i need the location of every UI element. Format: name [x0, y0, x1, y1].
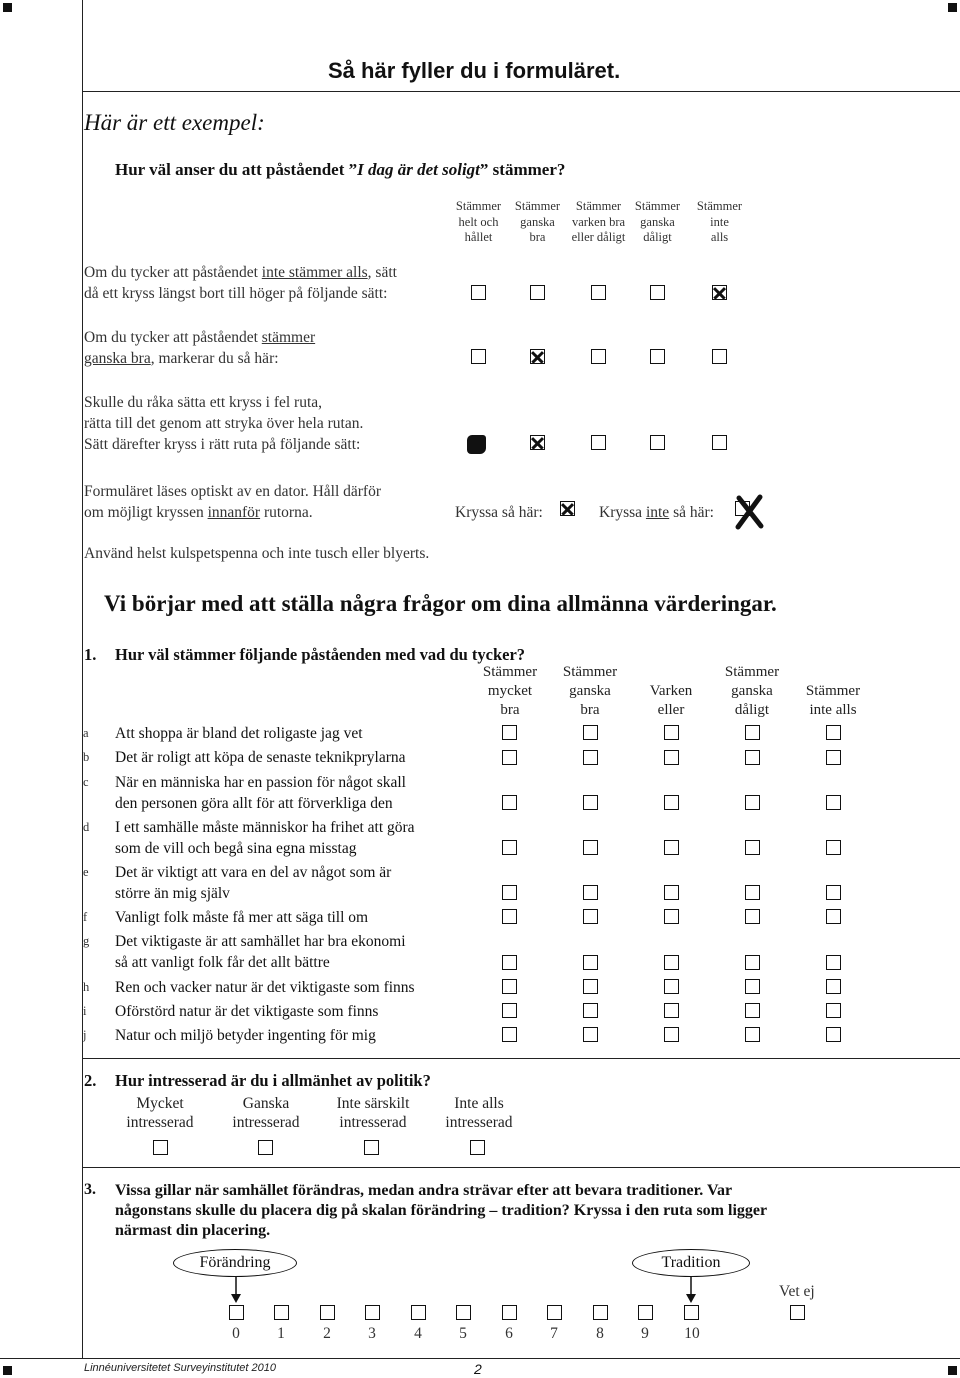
q1-item-letter: h: [83, 980, 90, 994]
q1c-checkbox-3[interactable]: [664, 795, 679, 810]
arrow-down-left-icon: [228, 1276, 244, 1304]
q1-divider: [82, 1058, 960, 1059]
q1j-checkbox-5[interactable]: [826, 1027, 841, 1042]
q2-option-3: Inte särskilt intresserad: [336, 1095, 410, 1131]
example-scale-1: Stämmer helt och hållet: [455, 199, 502, 244]
q3-scale-3: 3: [368, 1325, 376, 1342]
arrow-down-right-icon: [683, 1276, 699, 1304]
q1-item-letter: i: [83, 1004, 87, 1018]
example1-checkbox-4[interactable]: [650, 285, 665, 300]
q1-item-letter: g: [83, 934, 90, 948]
tradition-label-oval: Tradition: [632, 1249, 750, 1277]
q2-checkbox-3[interactable]: [364, 1140, 379, 1155]
q1-item-letter: f: [83, 910, 88, 924]
q1e-checkbox-2[interactable]: [583, 885, 598, 900]
q1-scale-2: Stämmer ganska bra: [562, 664, 618, 718]
q1d-checkbox-2[interactable]: [583, 840, 598, 855]
example-scale-5: Stämmer inte alls: [696, 199, 743, 244]
q1c-checkbox-2[interactable]: [583, 795, 598, 810]
q1g-checkbox-4[interactable]: [745, 955, 760, 970]
corner-mark-top-right: [948, 3, 957, 12]
q1-item-text: Vanligt folk måste få mer att säga till om: [115, 909, 369, 926]
example-scale-2: Stämmer ganska bra: [514, 199, 561, 244]
q1-scale-1: Stämmer mycket bra: [482, 664, 538, 718]
q1d-checkbox-3[interactable]: [664, 840, 679, 855]
q1f-checkbox-5[interactable]: [826, 909, 841, 924]
q1-item-text: Ren och vacker natur är det viktigaste som finns: [115, 979, 415, 996]
example1-checkbox-3[interactable]: [591, 285, 606, 300]
q3-scale-0: 0: [232, 1325, 240, 1342]
q1b-checkbox-3[interactable]: [664, 750, 679, 765]
corner-mark-bottom-right: [948, 1366, 957, 1375]
q1-item-letter: a: [83, 726, 89, 740]
q1j-checkbox-2[interactable]: [583, 1027, 598, 1042]
example1-checkbox-5-checked[interactable]: [712, 285, 727, 300]
q1h-checkbox-2[interactable]: [583, 979, 598, 994]
example1-checkbox-2[interactable]: [530, 285, 545, 300]
q1-item-letter: c: [83, 775, 89, 789]
q3-scale-9: 9: [641, 1325, 649, 1342]
example-scale-4: Stämmer ganska dåligt: [634, 199, 681, 244]
q1g-checkbox-1[interactable]: [502, 955, 517, 970]
q1-item-letter: j: [83, 1028, 87, 1042]
instruction-2: Om du tycker att påståendet stämmer ganska bra, markerar du så här:: [84, 329, 316, 367]
footer-institution: Linnéuniversitetet Surveyinstitutet 2010: [84, 1362, 277, 1374]
q3-scale-10: 10: [684, 1325, 700, 1342]
q3-scale-7: 7: [550, 1325, 558, 1342]
q1-item-text: Oförstörd natur är det viktigaste som finns: [115, 1003, 379, 1020]
q1-item-letter: e: [83, 865, 89, 879]
q3-checkbox-4[interactable]: [411, 1305, 426, 1320]
q1h-checkbox-3[interactable]: [664, 979, 679, 994]
example2-checkbox-3[interactable]: [591, 349, 606, 364]
instruction-1: Om du tycker att påståendet inte stämmer alls, sätt då ett kryss längst bort till höger på följande sätt:: [84, 264, 397, 302]
q1g-checkbox-2[interactable]: [583, 955, 598, 970]
q2-checkbox-2[interactable]: [258, 1140, 273, 1155]
example-heading: Här är ett exempel:: [84, 110, 265, 135]
q1-text: Hur väl stämmer följande påståenden med vad du tycker?: [115, 645, 526, 664]
example-question: Hur väl anser du att påståendet ”I dag är det soligt” stämmer?: [115, 160, 566, 179]
q1-item-letter: b: [83, 750, 90, 764]
q3-checkbox-8[interactable]: [593, 1305, 608, 1320]
q1e-checkbox-4[interactable]: [745, 885, 760, 900]
q2-checkbox-1[interactable]: [153, 1140, 168, 1155]
q1a-checkbox-4[interactable]: [745, 725, 760, 740]
example1-checkbox-1[interactable]: [471, 285, 486, 300]
example3-checkbox-3[interactable]: [591, 435, 606, 450]
example-scale-3: Stämmer varken bra eller dåligt: [571, 199, 626, 244]
q3-text: Vissa gillar när samhället förändras, medan andra strävar efter att bevara traditioner. Var någonstans skulle du placera dig på skalan förändring – tradition? Kryssa i den ruta som ligger närmast din placering.: [115, 1182, 768, 1239]
q2-text: Hur intresserad är du i allmänhet av politik?: [115, 1071, 431, 1090]
q3-number: 3.: [84, 1181, 96, 1198]
example3-checkbox-4[interactable]: [650, 435, 665, 450]
instruction-5: Använd helst kulspetspenna och inte tusch eller blyerts.: [84, 545, 430, 562]
q1i-checkbox-4[interactable]: [745, 1003, 760, 1018]
q3-checkbox-7[interactable]: [547, 1305, 562, 1320]
q3-checkbox-6[interactable]: [502, 1305, 517, 1320]
q1d-checkbox-1[interactable]: [502, 840, 517, 855]
q1-item-text: Natur och miljö betyder ingenting för mig: [115, 1027, 376, 1044]
example2-checkbox-2-checked[interactable]: [530, 349, 545, 364]
q1i-checkbox-3[interactable]: [664, 1003, 679, 1018]
q3-scale-8: 8: [596, 1325, 604, 1342]
example3-checkbox-1-filled[interactable]: [467, 435, 486, 454]
q1-number: 1.: [84, 645, 97, 664]
q1f-checkbox-2[interactable]: [583, 909, 598, 924]
q1d-checkbox-4[interactable]: [745, 840, 760, 855]
q1-item-text: Det viktigaste är att samhället har bra ekonomi så att vanligt folk får det allt bättre: [115, 933, 406, 971]
q2-option-2: Ganska intresserad: [232, 1095, 300, 1131]
q3-scale-6: 6: [505, 1325, 513, 1342]
q1f-checkbox-4[interactable]: [745, 909, 760, 924]
q2-option-4: Inte alls intresserad: [445, 1095, 513, 1131]
q1j-checkbox-3[interactable]: [664, 1027, 679, 1042]
q1i-checkbox-5[interactable]: [826, 1003, 841, 1018]
q2-divider: [82, 1167, 960, 1168]
q1g-checkbox-3[interactable]: [664, 955, 679, 970]
q1j-checkbox-1[interactable]: [502, 1027, 517, 1042]
section-heading: Vi börjar med att ställa några frågor om dina allmänna värderingar.: [104, 591, 777, 616]
example2-checkbox-4[interactable]: [650, 349, 665, 364]
q1-item-text: Det är roligt att köpa de senaste teknikprylarna: [115, 749, 406, 766]
corner-mark-bottom-left: [3, 1366, 12, 1375]
q1c-checkbox-4[interactable]: [745, 795, 760, 810]
q1f-checkbox-1[interactable]: [502, 909, 517, 924]
q1-item-text: Att shoppa är bland det roligaste jag vet: [115, 725, 363, 742]
q3-dont-know-checkbox[interactable]: [790, 1305, 805, 1320]
q1h-checkbox-5[interactable]: [826, 979, 841, 994]
oversize-cross-icon: [733, 494, 765, 530]
q1-item-text: Det är viktigt att vara en del av något som är större än mig själv: [115, 864, 392, 902]
q2-checkbox-4[interactable]: [470, 1140, 485, 1155]
q1-item-text: I ett samhälle måste människor ha frihet att göra som de vill och begå sina egna misstag: [115, 819, 415, 857]
instruction-3: Skulle du råka sätta ett kryss i fel ruta, rätta till det genom att stryka över hela rutan. Sätt därefter kryss i rätt ruta på följande sätt:: [84, 394, 364, 453]
q1e-checkbox-1[interactable]: [502, 885, 517, 900]
q2-option-1: Mycket intresserad: [126, 1095, 194, 1131]
q1h-checkbox-4[interactable]: [745, 979, 760, 994]
dont-mark-label: Kryssa inte så här:: [599, 504, 714, 521]
q1f-checkbox-3[interactable]: [664, 909, 679, 924]
q3-scale-2: 2: [323, 1325, 331, 1342]
q1h-checkbox-1[interactable]: [502, 979, 517, 994]
q1-scale-3: Varken eller: [649, 683, 693, 718]
q1c-checkbox-1[interactable]: [502, 795, 517, 810]
corner-mark-top-left: [3, 3, 12, 12]
q1b-checkbox-5[interactable]: [826, 750, 841, 765]
q3-scale-4: 4: [414, 1325, 422, 1342]
q1c-checkbox-5[interactable]: [826, 795, 841, 810]
q1a-checkbox-5[interactable]: [826, 725, 841, 740]
q3-scale-5: 5: [459, 1325, 467, 1342]
q1e-checkbox-3[interactable]: [664, 885, 679, 900]
q3-checkbox-10[interactable]: [684, 1305, 699, 1320]
q3-checkbox-9[interactable]: [638, 1305, 653, 1320]
q1-scale-5: Stämmer inte alls: [805, 683, 861, 718]
page-title: Så här fyller du i formuläret.: [328, 58, 621, 83]
q3-checkbox-3[interactable]: [365, 1305, 380, 1320]
q3-checkbox-1[interactable]: [274, 1305, 289, 1320]
footer-page-number: 2: [474, 1361, 482, 1377]
q1b-checkbox-4[interactable]: [745, 750, 760, 765]
instruction-4: Formuläret läses optiskt av en dator. Håll därför om möjligt kryssen innanför rutorna.: [84, 483, 382, 521]
q2-number: 2.: [84, 1071, 97, 1090]
q3-checkbox-5[interactable]: [456, 1305, 471, 1320]
q1-item-letter: d: [83, 820, 90, 834]
q1d-checkbox-5[interactable]: [826, 840, 841, 855]
q1i-checkbox-1[interactable]: [502, 1003, 517, 1018]
example3-checkbox-5[interactable]: [712, 435, 727, 450]
q1a-checkbox-1[interactable]: [502, 725, 517, 740]
do-mark-label: Kryssa så här:: [455, 504, 543, 521]
q3-checkbox-0[interactable]: [229, 1305, 244, 1320]
q1b-checkbox-1[interactable]: [502, 750, 517, 765]
change-label-oval: Förändring: [173, 1249, 297, 1277]
q1g-checkbox-5[interactable]: [826, 955, 841, 970]
correct-mark-checkbox: [560, 501, 575, 516]
q3-scale-1: 1: [277, 1325, 285, 1342]
q1b-checkbox-2[interactable]: [583, 750, 598, 765]
q1a-checkbox-2[interactable]: [583, 725, 598, 740]
q1-item-text: När en människa har en passion för något skall den personen göra allt för att förverkliga den: [115, 774, 406, 812]
left-margin-line: [82, 0, 83, 1358]
example3-checkbox-2-checked[interactable]: [530, 435, 545, 450]
footer-line: [0, 1358, 960, 1359]
q1j-checkbox-4[interactable]: [745, 1027, 760, 1042]
q1e-checkbox-5[interactable]: [826, 885, 841, 900]
q3-checkbox-2[interactable]: [320, 1305, 335, 1320]
example2-checkbox-1[interactable]: [471, 349, 486, 364]
dont-know-label: Vet ej: [779, 1283, 815, 1300]
q1-scale-4: Stämmer ganska dåligt: [724, 664, 780, 718]
example2-checkbox-5[interactable]: [712, 349, 727, 364]
title-underline: [82, 91, 960, 92]
q1a-checkbox-3[interactable]: [664, 725, 679, 740]
q1i-checkbox-2[interactable]: [583, 1003, 598, 1018]
